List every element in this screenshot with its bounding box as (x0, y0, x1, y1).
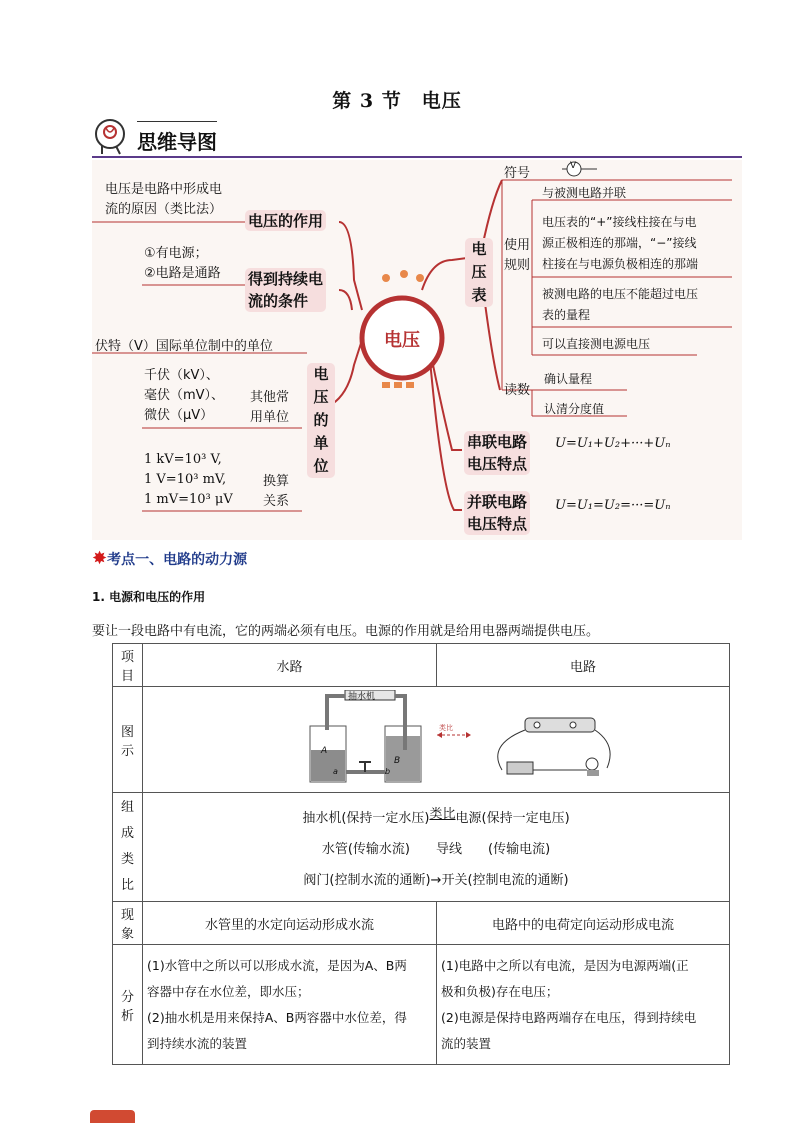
comparison-table (112, 643, 730, 1065)
analysis-circuit: (1)电路中之所以有电流，是因为电源两端(正 极和负极)存在电压； (2)电源是保持电路两端存在电压，得到持续电 流的装置 (437, 945, 730, 1065)
row-label-phenomenon: 现象 (113, 902, 143, 945)
pump-label: 抽水机 (348, 692, 376, 702)
intro-paragraph: 要让一段电路中有电流，它的两端必须有电压。电源的作用就是给用电器两端提供电压。 (92, 624, 600, 639)
series-label: 串联电路 电压特点 (464, 431, 530, 475)
point-a-label: a (333, 767, 338, 776)
unit-conversion: 1 kV=10³ V, 1 V=10³ mV, 1 mV=10³ μV (144, 452, 233, 507)
usage-rule-3: 可以直接测电源电压 (542, 337, 651, 351)
header-rule (92, 156, 742, 158)
voltmeter-symbol: V (570, 161, 577, 171)
usage-label: 使用 规则 (504, 238, 531, 273)
header-decoration-line (137, 121, 217, 122)
mind-map (92, 160, 742, 540)
header-circuit: 电路 (437, 644, 730, 687)
container-a-label: A (321, 746, 328, 756)
condition-items: ①有电源； ②电路是通路 (144, 246, 221, 281)
container-b-label: B (394, 756, 401, 766)
composition-cell: 抽水机(保持一定水压)类比电源(保持一定电压) 水管(传输水流) 导线 (传输电流) 阀门(控制水流的通断)→开关(控制电流的通断) (143, 793, 730, 902)
unit-label: 电 压 的 单 位 (307, 363, 335, 478)
row-label-illustration: 图示 (113, 687, 143, 793)
parallel-label: 并联电路 电压特点 (464, 491, 530, 535)
phenomenon-circuit: 电路中的电荷定向运动形成电流 (437, 902, 730, 945)
voltmeter-label: 电 压 表 (465, 238, 493, 307)
water-circuit-analogy-figure (147, 690, 725, 790)
usage-rule-2: 被测电路的电压不能超过电压 表的量程 (542, 287, 699, 322)
page-title: 第 3 节 电压 (332, 90, 462, 112)
keypoint-heading: ✸考点一、电路的动力源 (92, 548, 248, 569)
center-node-label: 电压 (384, 330, 420, 351)
role-label: 电压的作用 (245, 210, 326, 231)
subsection-heading: 1. 电源和电压的作用 (92, 590, 206, 604)
row-label-composition: 组成 类比 (113, 793, 143, 902)
condition-label: 得到持续电 流的条件 (245, 268, 326, 312)
analysis-water: (1)水管中之所以可以形成水流，是因为A、B两 容器中存在水位差，即水压； (2)抽水机是用来保持A、B两容器中水位差，得 到持续水流的装置 (143, 945, 437, 1065)
read-rule-2: 认清分度值 (544, 402, 605, 416)
point-b-label: b (385, 767, 391, 776)
mindmap-header: 思维导图 (137, 130, 217, 154)
unit-si: 伏特（V）国际单位制中的单位 (95, 339, 273, 354)
phenomenon-water: 水管里的水定向运动形成水流 (143, 902, 437, 945)
parallel-rule: 与被测电路并联 (542, 186, 627, 200)
read-label: 读数 (504, 383, 531, 398)
symbol-label: 符号 (504, 166, 531, 181)
footer-page-tab (90, 1110, 135, 1123)
common-units: 千伏（kV）、 毫伏（mV）、 微伏（μV） (144, 368, 225, 423)
role-text: 电压是电路中形成电 流的原因（类比法） (105, 182, 223, 217)
series-formula: U=U₁+U₂+···+Uₙ (555, 436, 671, 451)
illustration-cell (143, 687, 730, 793)
conversion-label: 换算 关系 (263, 474, 290, 509)
analogy-label: 类比 (439, 724, 453, 732)
header-item: 项目 (113, 644, 143, 687)
brain-head-icon (92, 116, 132, 156)
header-water: 水路 (143, 644, 437, 687)
common-units-label: 其他常 用单位 (250, 390, 290, 425)
read-rule-1: 确认量程 (544, 372, 593, 386)
row-label-analysis: 分析 (113, 945, 143, 1065)
star-icon: ✸ (92, 548, 108, 569)
usage-rule-1: 电压表的“+”接线柱接在与电 源正极相连的那端，“−”接线 柱接在与电源负极相连的那端 (542, 215, 699, 271)
parallel-formula: U=U₁=U₂=···=Uₙ (555, 498, 671, 513)
